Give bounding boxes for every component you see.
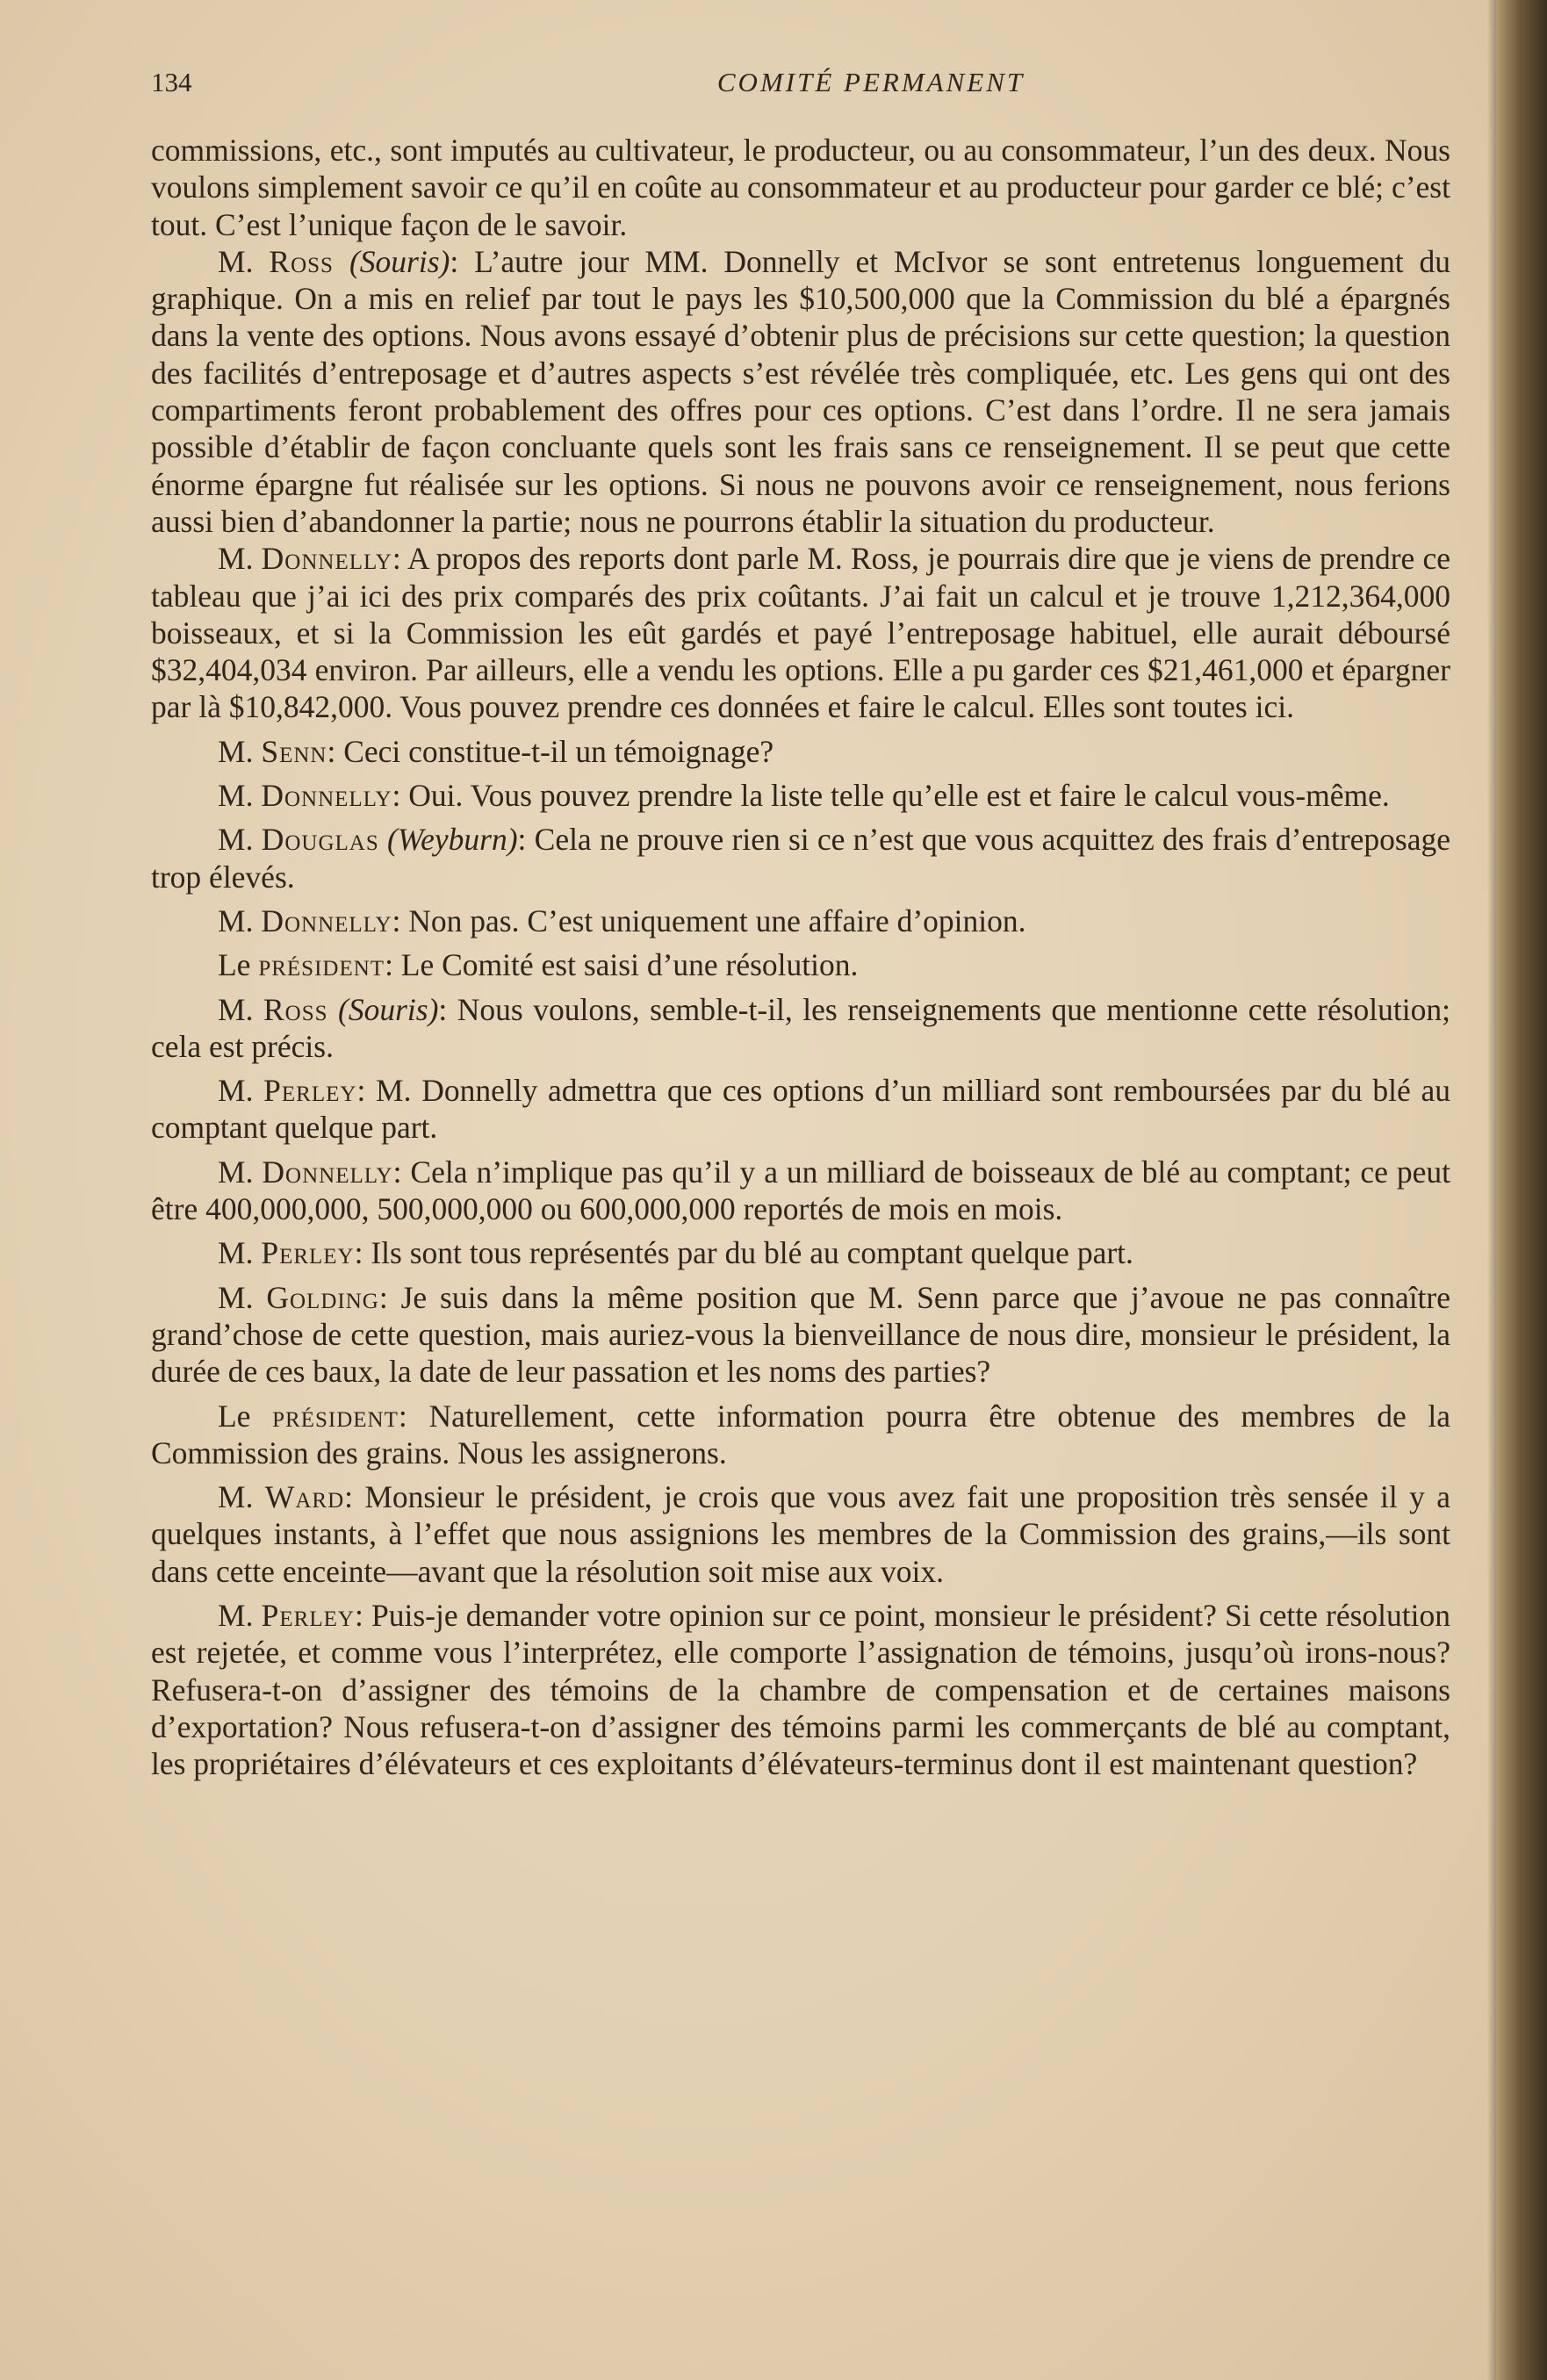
paragraph xyxy=(151,540,1450,725)
speaker-title: Le xyxy=(218,947,251,983)
paragraph xyxy=(151,1279,1450,1391)
paragraph xyxy=(151,1398,1450,1472)
speaker-riding: (Souris) xyxy=(338,991,439,1027)
speaker-name: Donnelly xyxy=(261,902,392,938)
paragraph xyxy=(151,1478,1450,1590)
paragraph-text: : Ceci constitue-t-il un témoignage? xyxy=(327,733,774,769)
paragraph-text: : Je suis dans la même position que M. Senn parce que j’avoue ne pas connaître grand’chose de cette question, mais auriez-vous la bienveillance de nous dire, monsieur le président, la durée de ces baux, la date de leur passation et les noms des parties? xyxy=(151,1279,1450,1390)
paragraph xyxy=(151,1597,1450,1782)
paragraph-text: : L’autre jour MM. Donnelly et McIvor se sont entretenus longuement du graphique. On a mis en relief par tout le pays les $10,500,000 que la Commission du blé a épargnés dans la vente des options. Nous avons essayé d’obtenir plus de précisions sur cette question; la question des facilités d’entreposage et d’autres aspects s’est révélée très compliquée, etc. Les gens qui ont des compartiments feront probablement des offres pour ces options. C’est dans l’ordre. Il ne sera jamais possible d’établir de façon concluante quels sont les frais sans ce renseignement. Il se peut que cette énorme épargne fut réalisée sur les options. Si nous ne pouvons avoir ce renseignement, nous ferions aussi bien d’abandonner la partie; nous ne pourrons établir la situation du producteur. xyxy=(151,243,1451,539)
speaker-name: Donnelly xyxy=(261,778,392,814)
paragraph-text: : A propos des reports dont parle M. Ross, je pourrais dire que je viens de prendre ce tableau que j’ai ici des prix comparés des prix coûtants. J’ai fait un calcul et je trouve 1,212,364,000 boisseaux, et si la Commission les eût gardés et payé l’entreposage habituel, elle aurait déboursé $32,404,034 environ. Par ailleurs, elle a vendu les options. Elle a pu garder ces $21,461,000 et épargner par là $10,842,000. Vous pouvez prendre ces données et faire le calcul. Elles sont toutes ici. xyxy=(151,541,1451,725)
speaker-name: Perley xyxy=(261,1235,355,1271)
speaker-title: M. xyxy=(218,1479,254,1515)
speaker-title: M. xyxy=(218,902,254,938)
speaker-title: M. xyxy=(218,1597,254,1633)
speaker-title: M. xyxy=(218,541,254,577)
speaker-name: Douglas xyxy=(261,822,379,858)
speaker-title: M. xyxy=(218,1235,254,1271)
speaker-name: Perley xyxy=(261,1597,355,1633)
speaker-title: M. xyxy=(218,1154,254,1190)
speaker-name: Ward xyxy=(264,1479,345,1515)
paragraph xyxy=(151,821,1450,895)
page-number: 134 xyxy=(151,67,192,97)
speaker-name: Ross xyxy=(269,243,334,279)
paragraph-text: : Cela ne prouve rien si ce n’est que vous acquittez des frais d’entreposage trop élevés. xyxy=(151,822,1451,895)
paragraph xyxy=(151,777,1450,814)
speaker-title: M. xyxy=(218,991,254,1027)
speaker-name: président xyxy=(258,947,385,983)
running-head: COMITÉ PERMANENT xyxy=(716,67,1025,97)
paragraph xyxy=(151,1234,1450,1271)
speaker-name: Golding xyxy=(266,1279,379,1315)
speaker-title: M. xyxy=(218,822,254,858)
paragraph xyxy=(151,946,1450,983)
paragraph xyxy=(151,902,1450,939)
paragraph-text: : Nous voulons, semble-t-il, les renseignements que mentionne cette résolution; cela est précis. xyxy=(151,991,1451,1064)
paragraph-text: : Oui. Vous pouvez prendre la liste telle qu’elle est et faire le calcul vous-même. xyxy=(392,778,1390,814)
paragraph xyxy=(151,1154,1450,1228)
speaker-title: M. xyxy=(218,733,254,769)
page-header xyxy=(151,67,1450,111)
speaker-name: président xyxy=(272,1398,399,1434)
speaker-name: Donnelly xyxy=(262,1154,393,1190)
paragraph-text: : Puis-je demander votre opinion sur ce point, monsieur le président? Si cette résolution est rejetée, et comme vous l’interprétez, elle comporte l’assignation de témoins, jusqu’où irons-nous? Refusera-t-on d’assigner des témoins de la chambre de compensation et de certaines maisons d’exportation? Nous refusera-t-on d’assigner des témoins parmi les commerçants de blé au comptant, les propriétaires d’élévateurs et ces exploitants d’élévateurs-terminus dont il est maintenant question? xyxy=(151,1597,1451,1782)
paragraph-text: : Monsieur le président, je crois que vous avez fait une proposition très sensée il y a quelques instants, à l’effet que nous assignions les membres de la Commission des grains,—ils sont dans cette enceinte—avant que la résolution soit mise aux voix. xyxy=(151,1479,1451,1589)
speaker-riding: (Weyburn) xyxy=(386,822,518,858)
paragraph-text: : M. Donnelly admettra que ces options d’un milliard sont remboursées par du blé au comptant quelque part. xyxy=(151,1073,1450,1146)
speaker-title: M. xyxy=(218,778,254,814)
speaker-name: Donnelly xyxy=(261,541,392,577)
speaker-riding: (Souris) xyxy=(349,243,450,279)
book-spine xyxy=(1496,0,1547,2380)
speaker-name: Senn xyxy=(261,733,327,769)
paragraph-text: : Le Comité est saisi d’une résolution. xyxy=(385,947,859,983)
paragraph xyxy=(151,132,1450,243)
page-gutter-shadow xyxy=(1487,0,1496,2380)
paragraph-text: : Naturellement, cette information pourra être obtenue des membres de la Commission des grains. Nous les assignerons. xyxy=(151,1398,1451,1470)
paragraph xyxy=(151,243,1450,540)
paragraph-text: : Cela n’implique pas qu’il y a un milliard de boisseaux de blé au comptant; ce peut être 400,000,000, 500,000,000 ou 600,000,000 reportés de mois en mois. xyxy=(151,1154,1450,1227)
speaker-title: Le xyxy=(218,1398,251,1434)
paragraph-text: commissions, etc., sont imputés au cultivateur, le producteur, ou au consommateur, l’un des deux. Nous voulons simplement savoir ce qu’il en coûte au consommateur et au producteur pour garder ce blé; c’est tout. C’est l’unique façon de le savoir. xyxy=(151,133,1450,242)
paragraph-text: : Ils sont tous représentés par du blé au comptant quelque part. xyxy=(354,1235,1133,1271)
paragraph xyxy=(151,733,1450,770)
paragraph xyxy=(151,991,1450,1066)
speaker-name: Perley xyxy=(263,1073,357,1109)
speaker-title: M. xyxy=(218,243,254,279)
page-body xyxy=(151,132,1450,1782)
speaker-title: M. xyxy=(218,1073,254,1109)
paragraph-text: : Non pas. C’est uniquement une affaire d’opinion. xyxy=(392,902,1026,938)
paragraph xyxy=(151,1072,1450,1147)
speaker-title: M. xyxy=(218,1279,254,1315)
speaker-name: Ross xyxy=(263,991,328,1027)
